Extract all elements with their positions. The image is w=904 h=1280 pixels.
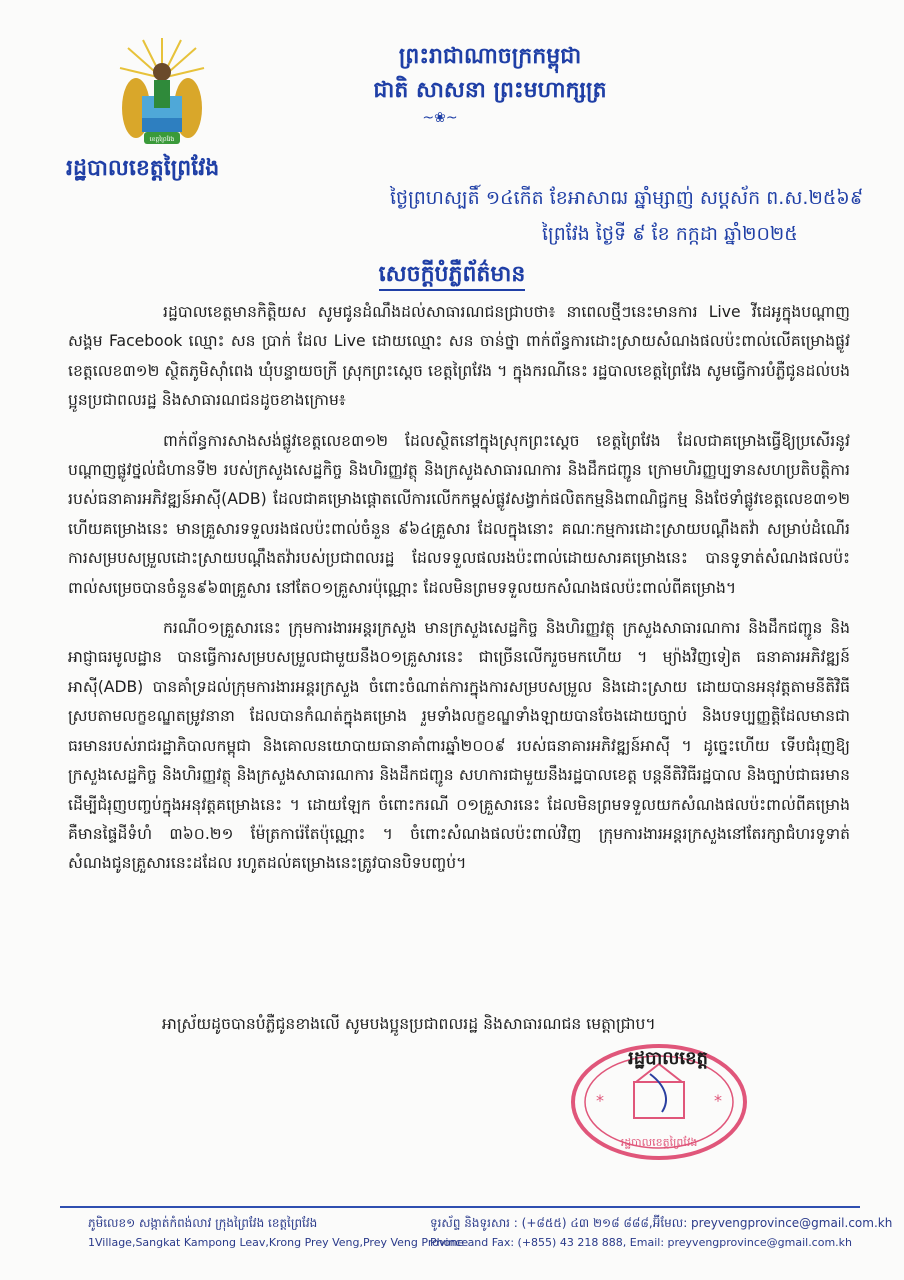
issuing-authority: រដ្ឋបាលខេត្តព្រៃវែង — [66, 156, 220, 181]
document-title-text: សេចក្តីបំភ្លឺព័ត៌មាន — [379, 262, 526, 291]
signer-title: រដ្ឋបាលខេត្ត — [628, 1048, 708, 1069]
footer-divider — [60, 1206, 860, 1208]
paragraph-1: រដ្ឋបាលខេត្តមានកិត្តិយស សូមជូនដំណឹងដល់សាធារណជនជ្រាបថា៖ នាពេលថ្មីៗនេះមានការ Live វីដេអូក្នុងបណ្តាញសង្គម Facebook ឈ្មោះ សន ប្រាក់ ដែល Live ដោយឈ្មោះ សន ចាន់ថ្នា ពាក់ព័ន្ធការដោះស្រាយសំណងផលប៉ះពាល់លើគម្រោងផ្លូវខេត្តលេខ៣១២ ស្ថិតភូមិស៊ាំពេង ឃុំបន្ទាយចក្រី ស្រុកព្រះស្តេច ខេត្តព្រៃវែង ។ ក្នុងករណីនេះ រដ្ឋបាលខេត្តព្រៃវែង សូមធ្វើការបំភ្លឺជូនដល់បងប្អូនប្រជាពលរដ្ឋ និងសាធារណជនដូចខាងក្រោម៖ — [68, 303, 850, 410]
lunar-date: ថ្ងៃព្រហស្បតិ៍ ១៤កើត ខែអាសាឍ ឆ្នាំម្សាញ់ សប្តស័ក ព.ស.២៥៦៩ — [390, 187, 864, 209]
footer-contact-khmer: ទូរស័ព្ទ និងទូរសារ : (+៨៥៥) ៤៣ ២១៨ ៨៨៨,អ៊ីមែល: preyvengprovince@gmail.com.kh — [430, 1216, 893, 1230]
document-title — [0, 260, 904, 292]
footer-address-english: 1Village,Sangkat Kampong Leav,Krong Prey Veng,Prey Veng Province — [88, 1236, 469, 1249]
svg-text:*: * — [596, 1091, 604, 1110]
footer-address-khmer: ភូមិលេខ១ សង្កាត់កំពង់លាវ ក្រុងព្រៃវែង ខេត្តព្រៃវែង — [88, 1216, 318, 1230]
closing-sentence: អាស្រ័យដូចបានបំភ្លឺជូនខាងលើ សូមបងប្អូនប្រជាពលរដ្ឋ និងសាធារណជន មេត្តាជ្រាប។ — [162, 1015, 656, 1033]
svg-text:ខេត្តព្រៃវែង: ខេត្តព្រៃវែង — [149, 136, 175, 143]
paragraph-3: ករណី០១គ្រួសារនេះ ក្រុមការងារអន្តរក្រសួង មានក្រសួងសេដ្ឋកិច្ច និងហិរញ្ញវត្ថុ ក្រសួងសាធារណការ និងដឹកជញ្ជូន និងអាជ្ញាធរមូលដ្ឋាន បានធ្វើការសម្របសម្រួលជាមួយនឹង០១គ្រួសារនេះ ជាច្រើនលើករួចមកហើយ ។ ម្យ៉ាងវិញទៀត ធនាគារអភិវឌ្ឍន៍អាស៊ី(ADB) បានគាំទ្រដល់ក្រុមការងារអន្តរក្រសួង ចំពោះចំណាត់ការក្នុងការសម្របសម្រួល និងដោះស្រាយ ដោយបានអនុវត្តតាមនីតិវិធីស្របតាមលក្ខខណ្ឌតម្រូវនានា ដែលបានកំណត់ក្នុងគម្រោង រួមទាំងលក្ខខណ្ឌទាំងឡាយបានចែងដោយច្បាប់ និងបទប្បញ្ញត្តិដែលមានជាធរមានរបស់រាជរដ្ឋាភិបាលកម្ពុជា និងគោលនយោបាយធានាគាំពារឆ្នាំ២០០៩ របស់ធនាគារអភិវឌ្ឍន៍អាស៊ី ។ ដូច្នេះហើយ ទើបជំរុញឱ្យក្រសួងសេដ្ឋកិច្ច និងហិរញ្ញវត្ថុ និងក្រសួងសាធារណការ និងដឹកជញ្ជូន សហការជាមួយនឹងរដ្ឋបាលខេត្ត បន្តនីតិវិធីរដ្ឋបាល និងច្បាប់ជាធរមាន ដើម្បីជំរុញបញ្ចប់ក្នុងអនុវត្តគម្រោងនេះ ។ ដោយឡែក ចំពោះករណី ០១គ្រួសារនេះ ដែលមិនព្រមទទួលយកសំណងផលប៉ះពាល់ពីគម្រោង គឺមានផ្ទៃដីទំហំ ៣៦០.២១ ម៉ែត្រការ៉េតែប៉ុណ្ណោះ ។ ចំពោះសំណងផលប៉ះពាល់វិញ ក្រុមការងារអន្តរក្រសួងនៅតែរក្សាជំហរទូទាត់សំណងជូនគ្រួសារនេះដដែល រហូតដល់គម្រោងនេះត្រូវបានបិទបញ្ចប់។ — [68, 619, 850, 873]
paragraph-2: ពាក់ព័ន្ធការសាងសង់ផ្លូវខេត្តលេខ៣១២ ដែលស្ថិតនៅក្នុងស្រុកព្រះស្តេច ខេត្តព្រៃវែង ដែលជាគម្រោងធ្វើឱ្យប្រសើរនូវបណ្តាញផ្លូវថ្នល់ជំហានទី២ របស់ក្រសួងសេដ្ឋកិច្ច និងហិរញ្ញវត្ថុ និងក្រសួងសាធារណការ និងដឹកជញ្ជូន ក្រោមហិរញ្ញប្បទានសហប្រតិបត្តិការរបស់ធនាគារអភិវឌ្ឍន៍អាស៊ី(ADB) ដែលជាគម្រោងផ្តោតលើការលើកកម្ពស់ផ្លូវសង្វាក់ផលិតកម្មនិងពាណិជ្ជកម្ម និងថែទាំផ្លូវខេត្តលេខ៣១២ ហើយគម្រោងនេះ មានគ្រួសារទទួលរងផលប៉ះពាល់ចំនួន ៩៦៤គ្រួសារ ដែលក្នុងនោះ គណៈកម្មការដោះស្រាយបណ្តឹងតវ៉ា សម្រាប់ដំណើរការសម្របសម្រួលដោះស្រាយបណ្តឹងតវ៉ារបស់ប្រជាពលរដ្ឋ ដែលទទួលផលរងប៉ះពាល់ដោយសារគម្រោងនេះ បានទូទាត់សំណងផលប៉ះពាល់សម្រេចបានចំនួន៩៦៣គ្រួសារ នៅតែ០១គ្រួសារប៉ុណ្ណោះ ដែលមិនព្រមទទួលយកសំណងផលប៉ះពាល់ពីគម្រោង។ — [68, 431, 850, 597]
document-body — [68, 298, 850, 890]
kingdom-line-1: ព្រះរាជាណាចក្រកម្ពុជា — [398, 44, 582, 69]
solar-date: ព្រៃវែង ថ្ងៃទី ៩ ខែ កក្កដា ឆ្នាំ២០២៥ — [542, 223, 798, 245]
kingdom-header — [300, 40, 680, 108]
kingdom-line-2: ជាតិ សាសនា ព្រះមហាក្សត្រ — [373, 78, 607, 103]
svg-text:រដ្ឋបាលខេត្តព្រៃវែង: រដ្ឋបាលខេត្តព្រៃវែង — [620, 1136, 698, 1149]
svg-text:*: * — [714, 1091, 722, 1110]
provincial-logo — [118, 38, 206, 158]
ornament-divider: ~❀~ — [422, 110, 458, 126]
footer-contact-english: Phone and Fax: (+855) 43 218 888, Email: preyvengprovince@gmail.com.kh — [430, 1236, 853, 1249]
